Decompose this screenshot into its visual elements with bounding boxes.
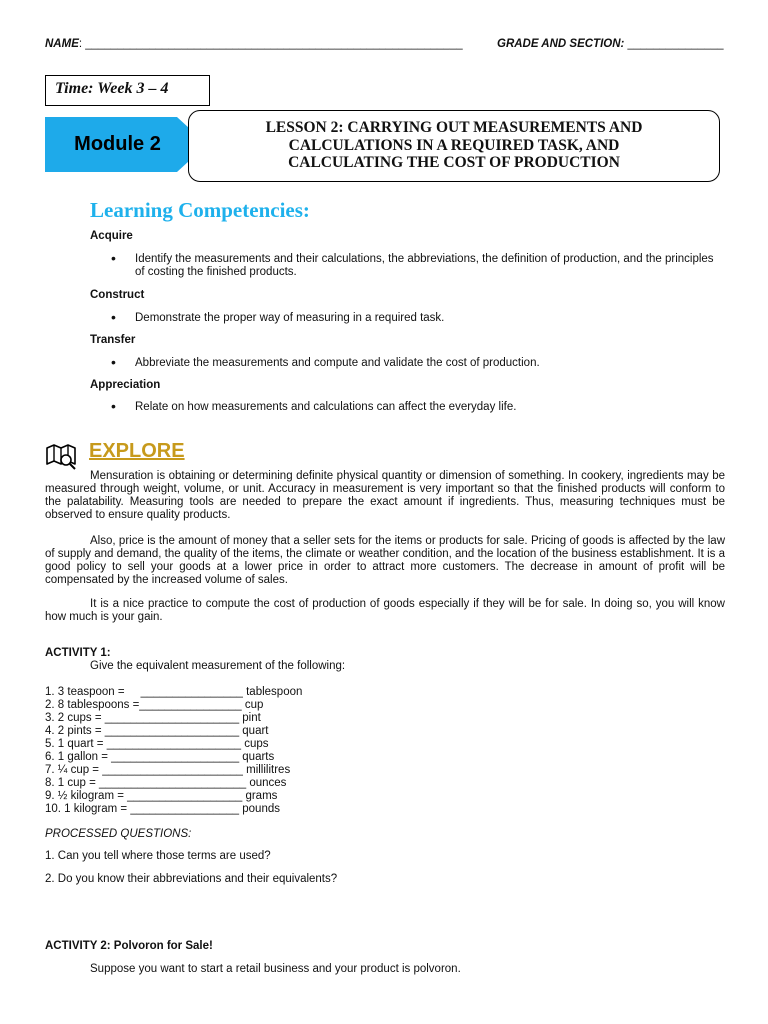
grade-label: GRADE AND SECTION: — [497, 38, 625, 50]
time-box: Time: Week 3 – 4 — [45, 75, 210, 106]
name-blank: : ___________________________________________________________ — [78, 38, 463, 50]
module-tag — [45, 117, 207, 172]
competency-heading-transfer: Transfer — [90, 334, 136, 346]
list-item: 2. 8 tablespoons =________________ cup — [45, 699, 264, 711]
learning-competencies-title: Learning Competencies: — [90, 198, 310, 222]
lesson-line-1: LESSON 2: CARRYING OUT MEASUREMENTS AND — [265, 119, 643, 136]
competency-text-acquire: Identify the measurements and their calculations, the abbreviations, the definition of production, and the principles of costing the finished products. — [135, 253, 714, 278]
competency-heading-appreciation: Appreciation — [90, 379, 161, 391]
competency-text-construct: Demonstrate the proper way of measuring in a required task. — [135, 312, 445, 324]
name-field — [45, 38, 463, 50]
list-item: 7. ¼ cup = ______________________ millilitres — [45, 764, 291, 776]
lesson-line-2: CALCULATIONS IN A REQUIRED TASK, AND — [288, 136, 620, 154]
list-item: 10. 1 kilogram = _________________ pounds — [45, 803, 280, 815]
activity-1-instruction: Give the equivalent measurement of the following: — [90, 660, 346, 672]
competency-heading-acquire: Acquire — [90, 230, 133, 242]
bullet: • — [111, 250, 116, 266]
grade-blank: _______________ — [624, 38, 724, 50]
explore-title: EXPLORE — [89, 440, 185, 462]
activity-2-title: ACTIVITY 2: Polvoron for Sale! — [45, 940, 213, 952]
grade-section-field — [497, 38, 724, 50]
list-item: 1. 3 teaspoon = ________________ tablespoon — [45, 686, 303, 698]
name-label: NAME — [45, 38, 79, 50]
module-label: Module 2 — [74, 133, 161, 155]
explore-paragraph-1: Mensuration is obtaining or determining definite physical quantity or dimension of something. In cookery, ingredients may be measured through weight, volume, or unit. Accuracy in measurement is very important so that the finished products will conform to the palatability. Measuring tools are needed to prepare the exact amount if ingredients. Thus, measuring techniques must be observed to ensure quality products. — [45, 470, 725, 521]
competency-text-appreciation: Relate on how measurements and calculations can affect the everyday life. — [135, 401, 517, 413]
list-item: 3. 2 cups = _____________________ pint — [45, 712, 261, 724]
list-item: 8. 1 cup = _______________________ ounces — [45, 777, 287, 789]
bullet: • — [111, 398, 116, 414]
explore-paragraph-2: Also, price is the amount of money that a seller sets for the items or products for sale. Pricing of goods is affected by the law of supply and demand, the quality of the items, the climate or weather condition, and the location of the business establishment. It is a good policy to sell your goods at a lower price in order to attract more customers. The decrease in amount of profit will be compensated by the increased volume of sales. — [45, 535, 725, 586]
lesson-line-3: CALCULATING THE COST OF PRODUCTION — [288, 154, 620, 171]
competency-text-transfer: Abbreviate the measurements and compute and validate the cost of production. — [135, 357, 540, 369]
list-item: 9. ½ kilogram = __________________ grams — [45, 790, 278, 802]
activity-2-text: Suppose you want to start a retail business and your product is polvoron. — [90, 963, 461, 975]
lesson-title-box — [188, 110, 720, 182]
bullet: • — [111, 354, 116, 370]
question-item: 1. Can you tell where those terms are used? — [45, 850, 271, 862]
processed-questions-title: PROCESSED QUESTIONS: — [45, 828, 192, 840]
list-item: 5. 1 quart = _____________________ cups — [45, 738, 269, 750]
list-item: 6. 1 gallon = ____________________ quarts — [45, 751, 275, 763]
competency-heading-construct: Construct — [90, 289, 145, 301]
list-item: 4. 2 pints = _____________________ quart — [45, 725, 269, 737]
explore-paragraph-3: It is a nice practice to compute the cost of production of goods especially if they will be for sale. In doing so, you will know how much is your gain. — [45, 598, 725, 623]
bullet: • — [111, 309, 116, 325]
question-item: 2. Do you know their abbreviations and their equivalents? — [45, 873, 338, 885]
activity-1-title: ACTIVITY 1: — [45, 647, 111, 659]
